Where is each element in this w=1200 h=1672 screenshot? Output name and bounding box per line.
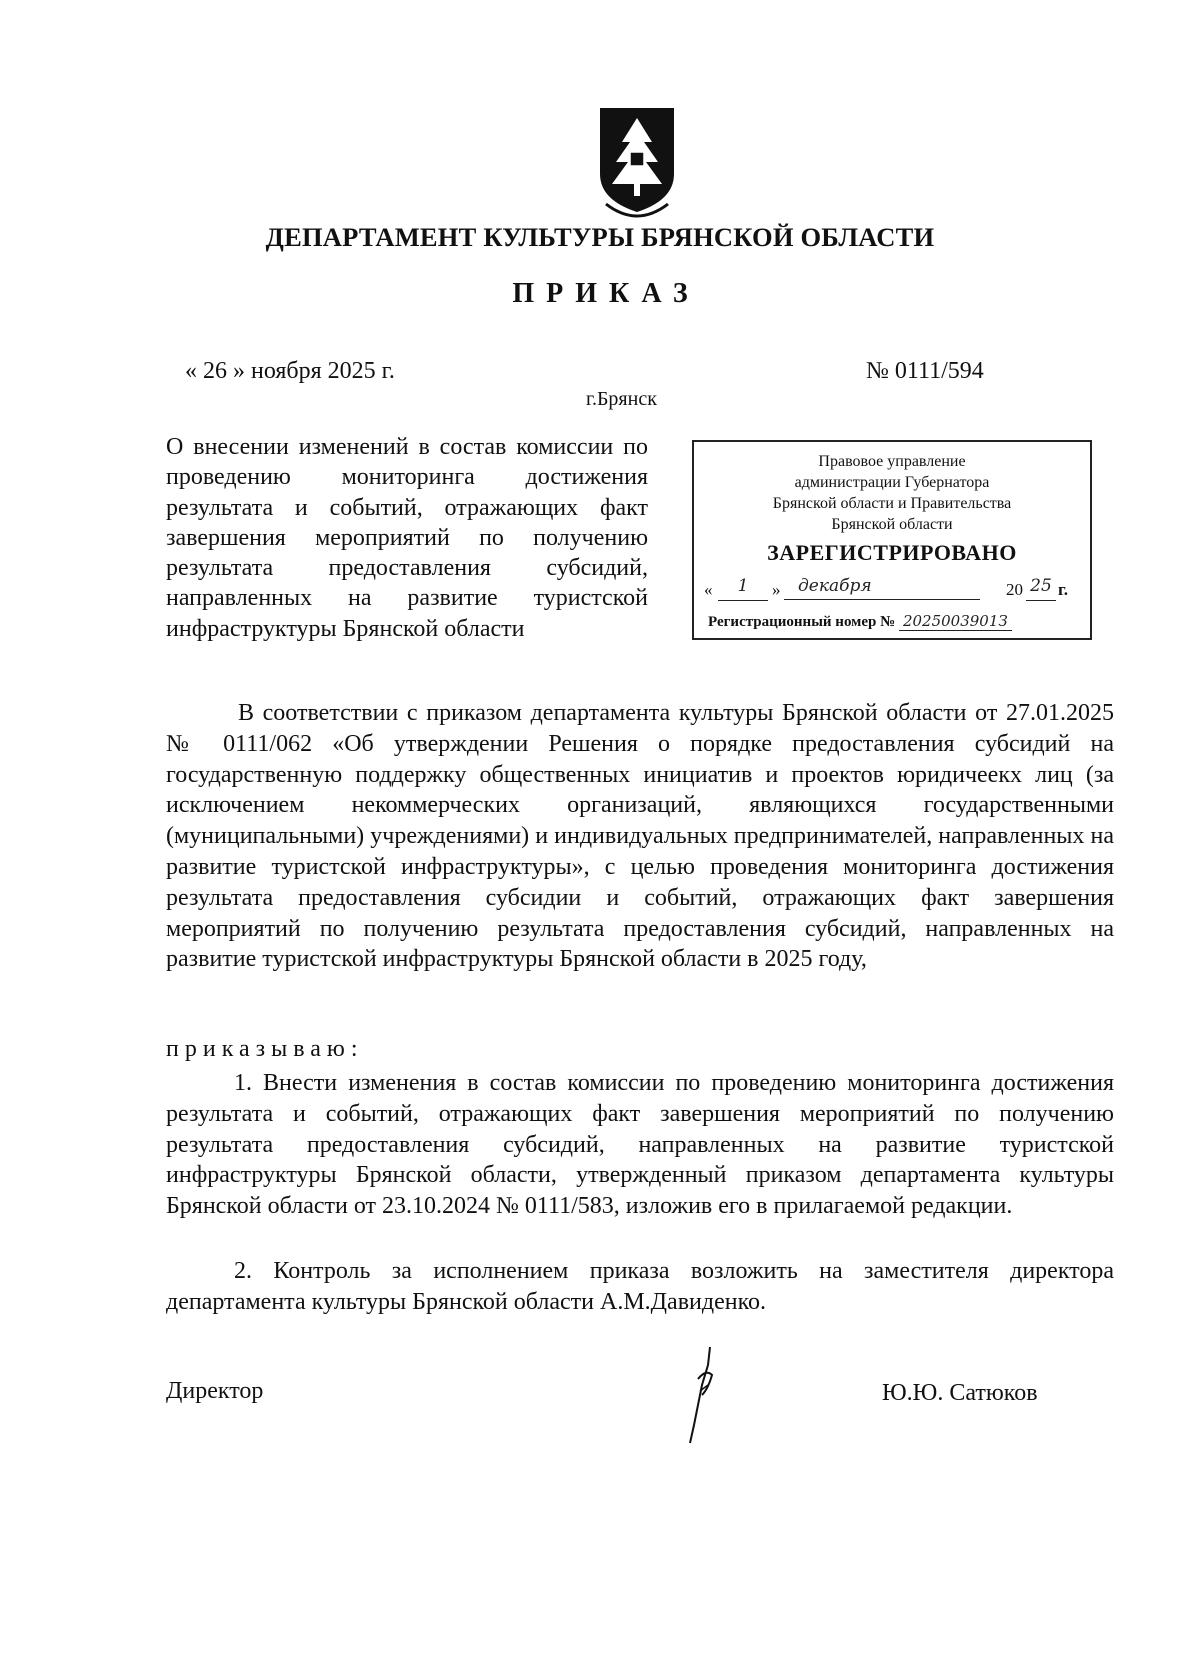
stamp-org-line: Правовое управление <box>818 453 966 470</box>
stamp-org-line: Брянской области и Правительства <box>772 495 1012 512</box>
stamp-reg-label: Регистрационный номер № <box>708 614 896 630</box>
stamp-org-line: Брянской области <box>831 516 953 533</box>
stamp-organization <box>694 451 1090 535</box>
order-word: приказываю: <box>166 1036 364 1062</box>
document-city: г.Брянск <box>586 388 657 410</box>
stamp-day: 1 <box>718 576 768 601</box>
document-date: « 26 » ноября 2025 г. <box>185 358 395 384</box>
coat-of-arms-emblem <box>592 104 682 224</box>
stamp-reg-number: 2025003901З <box>899 612 1012 631</box>
stamp-open-quote: « <box>704 580 713 599</box>
document-type-title: ПРИКАЗ <box>512 278 700 309</box>
signer-name: Ю.Ю. Сатюков <box>882 1380 1038 1406</box>
department-title: ДЕПАРТАМЕНТ КУЛЬТУРЫ БРЯНСКОЙ ОБЛАСТИ <box>265 222 935 252</box>
stamp-year-end: г. <box>1058 580 1069 599</box>
document-number: № 0111/594 <box>866 358 984 384</box>
document-subject: О внесении изменений в состав комиссии по проведению мониторинга достижения результата и событий, отражающих факт завершения мероприятий по получению результата предоставления субсидий, направленных на развитие туристской инфраструктуры Брянской области <box>166 434 648 642</box>
registration-stamp <box>692 440 1092 640</box>
stamp-org-line: администрации Губернатора <box>794 474 990 491</box>
order-item-2: 2. Контроль за исполнением приказа возложить на заместителя директора департамента культуры Брянской области А.М.Давиденко. <box>166 1258 1114 1315</box>
handwritten-signature <box>674 1345 734 1445</box>
stamp-month: декабря <box>784 576 980 600</box>
signer-position: Директор <box>166 1378 264 1404</box>
stamp-status: ЗАРЕГИСТРИРОВАНО <box>767 540 1017 565</box>
stamp-registration-line <box>708 612 1088 631</box>
stamp-year-prefix: 20 <box>1006 580 1023 599</box>
stamp-close-quote: » <box>772 580 781 599</box>
stamp-date-line <box>704 576 1080 602</box>
order-item-1: 1. Внести изменения в состав комиссии по проведению мониторинга достижения результата и событий, отражающих факт завершения мероприятий по получению результата предоставления субсидий, направленных на развитие туристской инфраструктуры Брянской области, утвержденный приказом департамента культуры Брянской области от 23.10.2024 № 0111/583, изложив его в прилагаемой редакции. <box>166 1070 1114 1220</box>
stamp-year-suffix: 25 <box>1026 576 1056 601</box>
preamble-paragraph: В соответствии с приказом департамента культуры Брянской области от 27.01.2025 № 0111/062 «Об утверждении Решения о порядке предоставления субсидий на государственную поддержку общественных инициатив и проектов юридичеекх лиц (за исключением некоммерческих организаций, являющихся государственными (муниципальными) учреждениями) и индивидуальных предпринимателей, направленных на развитие туристской инфраструктуры», с целью проведения мониторинга достижения результата предоставления субсидии и событий, отражающих факт завершения мероприятий по получению результата предоставления субсидий, направленных на развитие туристской инфраструктуры Брянской области в 2025 году, <box>166 700 1114 973</box>
